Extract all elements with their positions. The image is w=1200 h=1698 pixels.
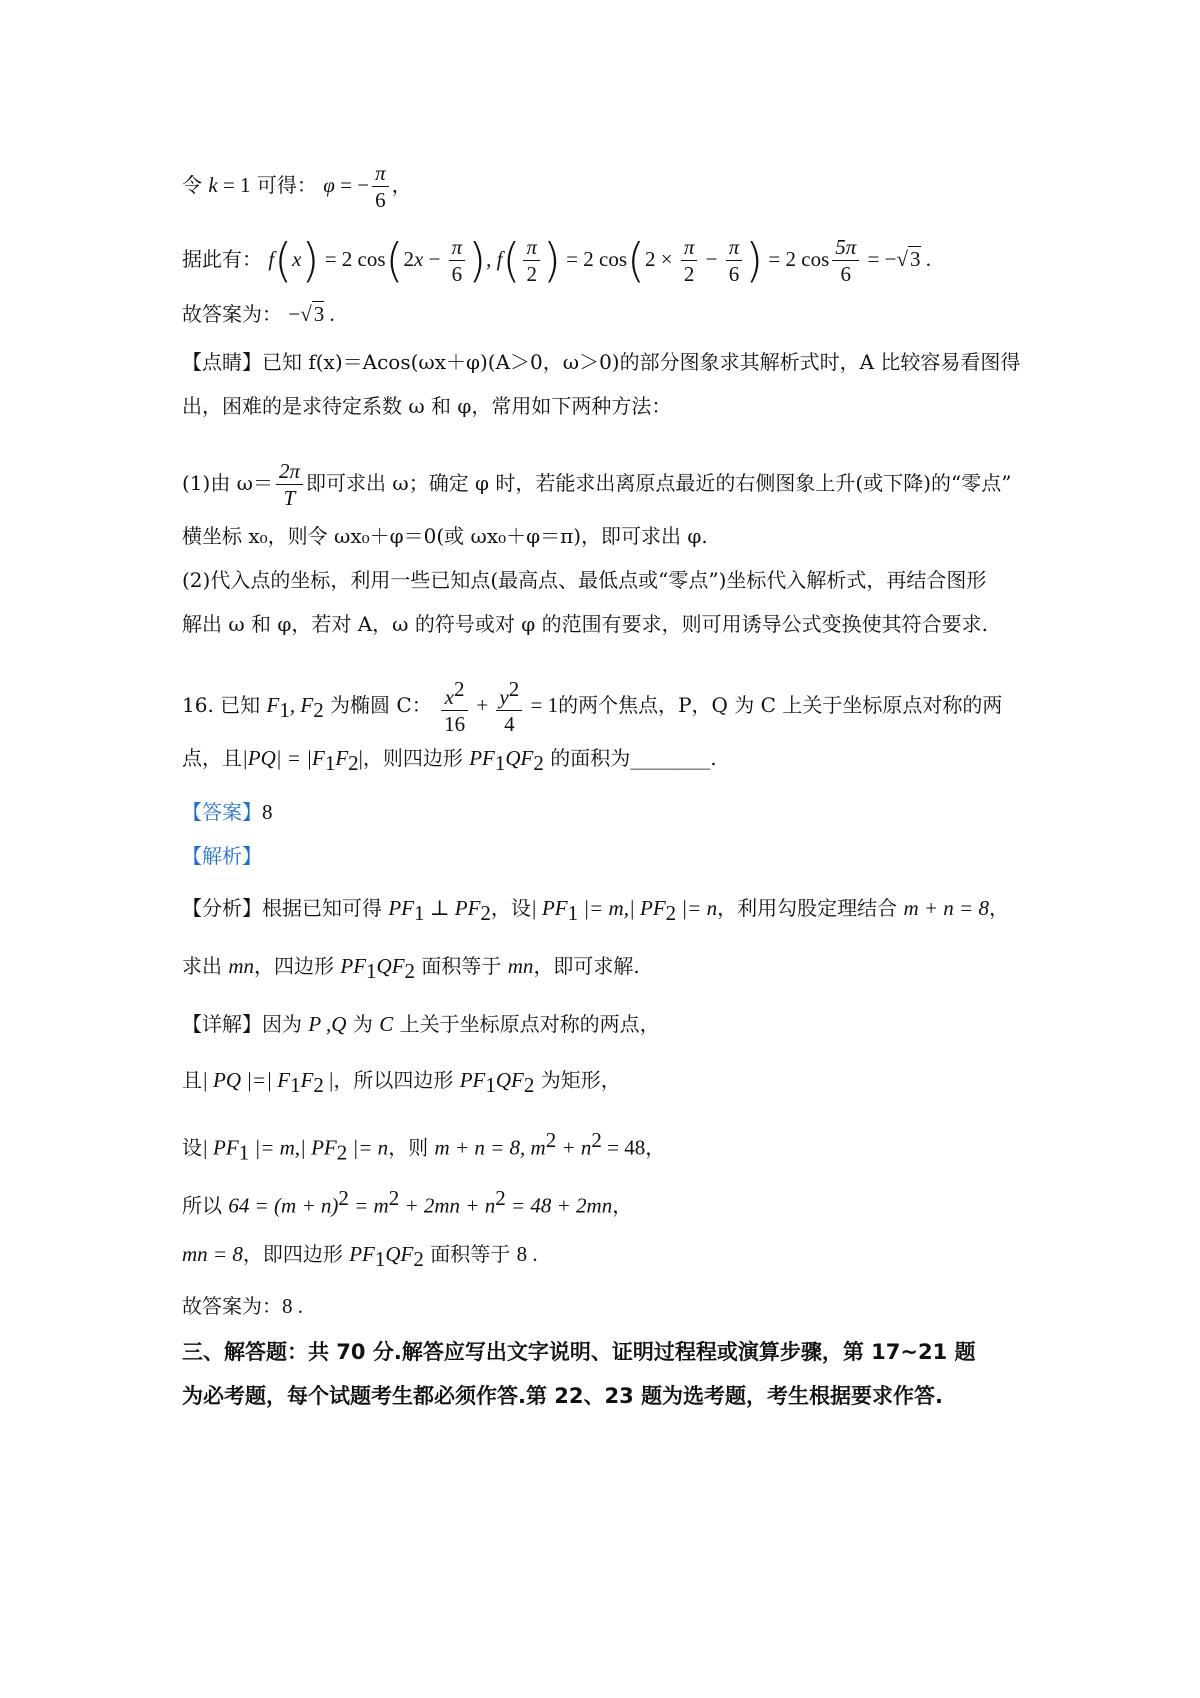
section-heading: 三、解答题：共 70 分.解答应写出文字说明、证明过程程或演算步骤，第 17~21 题 <box>182 1340 976 1364</box>
tip-line-3 <box>182 458 1011 511</box>
math: , F <box>289 693 314 717</box>
math: PF <box>454 896 481 920</box>
math-sub: 2 <box>348 751 359 775</box>
text: 16. 已知 <box>182 693 267 717</box>
exponent: 2 <box>388 1186 400 1210</box>
denominator: 4 <box>504 712 515 736</box>
punct: ， <box>391 173 412 197</box>
detail-line-5 <box>182 1240 538 1273</box>
tip-line-5 <box>182 566 986 594</box>
numerator: 2π <box>276 458 303 485</box>
math: QF <box>385 1242 414 1266</box>
math: m + n = 8 <box>903 896 989 920</box>
math: mn <box>228 954 255 978</box>
math-sub: 1 <box>485 1073 496 1097</box>
math-sub: 1 <box>238 1140 250 1165</box>
math-sub: 1 <box>290 1073 301 1097</box>
text: 据此有： <box>182 247 262 271</box>
tip-line-2 <box>182 392 671 420</box>
math: , <box>486 247 497 271</box>
math-sub: 1 <box>279 698 290 722</box>
numerator: π <box>449 234 466 261</box>
fraction <box>449 234 466 287</box>
text: 【点睛】已知 f(x)＝Acos(ωx＋φ)(A＞0，ω＞0)的部分图象求其解析式时，A 比较容易看图得 <box>182 350 1021 374</box>
text: 故答案为： <box>182 302 282 326</box>
fraction <box>726 234 743 287</box>
math-sub: 1 <box>494 751 506 775</box>
step-k-equals-1 <box>182 160 412 213</box>
numerator: y <box>499 685 509 709</box>
numerator: π <box>372 160 389 187</box>
text: 出，困难的是求待定系数 ω 和 φ，常用如下两种方法： <box>182 394 672 418</box>
math: PF <box>340 954 367 978</box>
math: 2 × <box>644 247 678 271</box>
math: = 48 + 2mn <box>505 1193 613 1218</box>
text: 的两个焦点，P，Q 为 C 上关于坐标原点对称的两 <box>558 693 1003 717</box>
answer-label: 【答案】 <box>182 800 262 824</box>
math-k: k <box>208 173 218 197</box>
math-sub: 1 <box>567 901 579 925</box>
punct: ， <box>612 1193 633 1218</box>
text: ，即四边形 <box>242 1242 350 1266</box>
math: F <box>300 1068 314 1092</box>
text: ，则 <box>388 1135 435 1160</box>
punct: . <box>920 247 932 271</box>
numerator: π <box>726 234 743 261</box>
text: 面积等于 <box>415 954 508 978</box>
math: + <box>471 693 494 717</box>
math: + n <box>556 1135 592 1160</box>
question-16-line-1 <box>182 676 1002 737</box>
math-sqrt: 3 <box>910 247 921 271</box>
section-heading-line-2 <box>182 1382 943 1410</box>
math: PF <box>469 746 495 770</box>
math: QF <box>495 1068 524 1092</box>
fraction-x2-over-16 <box>441 676 468 737</box>
math: |= n <box>347 1135 389 1160</box>
math-sub: 2 <box>313 698 324 722</box>
exponent: 2 <box>545 1128 557 1152</box>
math: |= m,| PF <box>249 1135 337 1160</box>
numerator: 5π <box>832 234 859 261</box>
answer-blank: ________ <box>630 746 711 770</box>
punct: ， <box>988 896 1009 920</box>
denominator: 16 <box>444 712 466 736</box>
text: 的面积为 <box>543 746 631 770</box>
text: 【详解】因为 <box>182 1012 309 1036</box>
math-sub: 2 <box>404 959 416 983</box>
math-cos: = 2 cos <box>319 247 386 271</box>
math-eq: = 1 <box>217 173 251 197</box>
math-sub: 2 <box>313 1073 324 1097</box>
answer-label-line <box>182 798 273 826</box>
math: − <box>700 247 723 271</box>
denominator: 6 <box>375 188 386 212</box>
numerator: x <box>444 685 454 709</box>
text: (2)代入点的坐标，利用一些已知点(最高点、最低点或“零点”)坐标代入解析式，再结合图形 <box>182 568 987 592</box>
exponent: 2 <box>508 677 520 701</box>
punct: . <box>292 1294 303 1318</box>
math-sub: 2 <box>480 901 491 925</box>
numerator: π <box>681 234 698 261</box>
text: 【分析】根据已知可得 <box>182 896 389 920</box>
math-cos: = 2 cos <box>763 247 830 271</box>
denominator: 2 <box>526 262 537 286</box>
math: mn = 8 <box>182 1242 243 1266</box>
math: |= n <box>676 896 718 920</box>
denominator: 6 <box>728 262 740 286</box>
text: 即可求出 ω；确定 φ 时，若能求出离原点最近的右侧图象上升(或下降)的“零点” <box>306 471 1012 495</box>
denominator: 2 <box>683 262 695 286</box>
math-sub: 1 <box>324 751 336 775</box>
question-16-line-2 <box>182 744 717 777</box>
exponent: 2 <box>591 1128 602 1152</box>
math-f: f <box>268 247 275 271</box>
math: − <box>423 247 446 271</box>
numerator: π <box>523 234 540 261</box>
math: = 48 <box>601 1135 646 1160</box>
text: 令 <box>182 173 202 197</box>
section-heading: 为必考题，每个试题考生都必须作答.第 22、23 题为选考题，考生根据要求作答. <box>182 1384 944 1408</box>
math: | <box>358 746 363 770</box>
math: |PQ| = |F <box>242 746 325 770</box>
math: 2 <box>403 247 414 271</box>
section-heading-line-1 <box>182 1338 976 1366</box>
text: ，所以四边形 <box>333 1068 460 1092</box>
fraction-2pi-over-T <box>276 458 303 511</box>
punct: . <box>324 302 335 326</box>
math-eq: = − <box>334 173 370 197</box>
detail-line-4 <box>182 1184 632 1220</box>
math-sub: 1 <box>374 1247 386 1271</box>
math: F <box>335 746 349 770</box>
text: ，即可求解. <box>533 954 640 978</box>
math-sub: 2 <box>533 751 544 775</box>
math-sub: 1 <box>414 901 425 925</box>
step-evaluate-f: 据此有： f(x) = 2 cos(2x − $\frac{\pi}{6}$ ), f( $\frac{\pi}{2}$ ) = 2 cos(2 × $\frac{\pi}{2}$ − $\frac{\pi}{6}$ ) = 2 cos $\frac{5\pi}{6}$ = −√3 . <box>182 233 932 288</box>
math: |= m,| PF <box>578 896 666 920</box>
math: F <box>266 693 280 717</box>
fraction-pi-over-6 <box>372 160 389 213</box>
text: 横坐标 x₀，则令 ωx₀＋φ＝0(或 ωx₀＋φ＝π)，即可求出 φ. <box>182 524 708 548</box>
math: = 1 <box>525 693 559 717</box>
analysis-line-2 <box>182 952 640 985</box>
text: (1)由 ω＝ <box>182 471 273 495</box>
text: 为矩形， <box>534 1068 621 1092</box>
math-x: x <box>413 247 424 271</box>
text: 解出 ω 和 φ，若对 A，ω 的符号或对 φ 的范围有要求，则可用诱导公式变换使其符合要求. <box>182 612 988 636</box>
answer-line-1: 故答案为： −√3 . <box>182 302 335 326</box>
math: m + n = 8, m <box>434 1135 546 1160</box>
math: | PQ |=| F <box>202 1068 291 1092</box>
fraction-y2-over-4 <box>496 676 522 737</box>
denominator: T <box>283 486 296 510</box>
denominator: 6 <box>451 262 463 286</box>
text: 可得： <box>256 173 317 197</box>
math: = − <box>862 247 897 271</box>
text: ，利用勾股定理结合 <box>717 896 904 920</box>
text: 上关于坐标原点对称的两点， <box>393 1012 660 1036</box>
math-sub: 2 <box>336 1140 348 1165</box>
tip-line-1 <box>182 348 1020 376</box>
fraction <box>681 234 698 287</box>
math: | PF <box>530 896 568 920</box>
math: PF <box>388 896 415 920</box>
tip-line-6 <box>182 610 988 638</box>
punct: . <box>527 1242 538 1266</box>
fraction <box>523 234 540 287</box>
math: = m <box>348 1193 389 1218</box>
math-sub: 1 <box>366 959 377 983</box>
math: C <box>379 1012 394 1036</box>
text: 所以 <box>182 1193 229 1218</box>
text: 点，且 <box>182 746 242 770</box>
math: QF <box>505 746 534 770</box>
math: PF <box>459 1068 486 1092</box>
answer-value: 8 <box>262 800 273 824</box>
math-sub: 2 <box>523 1073 535 1097</box>
text: 故答案为： <box>182 1294 282 1318</box>
analysis-line-1 <box>182 894 1009 927</box>
math: 8 <box>516 1242 528 1266</box>
exponent: 2 <box>453 677 465 701</box>
text: 设 <box>182 1135 202 1160</box>
math: 64 = (m + n) <box>228 1193 339 1218</box>
denominator: 6 <box>840 262 852 286</box>
math-sub: 2 <box>413 1247 424 1271</box>
detail-line-2 <box>182 1066 621 1099</box>
math: mn <box>507 954 534 978</box>
math: QF <box>376 954 405 978</box>
punct: ， <box>645 1135 666 1160</box>
exponent: 2 <box>338 1186 349 1210</box>
fraction <box>832 234 859 287</box>
math: − <box>288 302 301 326</box>
math: + 2mn + n <box>399 1193 496 1218</box>
text: 且 <box>182 1068 202 1092</box>
text: ，设 <box>490 896 531 920</box>
math: ⊥ <box>424 896 455 920</box>
math-cos: = 2 cos <box>560 247 628 271</box>
math: | <box>323 1068 334 1092</box>
math-phi: φ <box>323 173 335 197</box>
tip-line-4 <box>182 522 708 550</box>
text: ，四边形 <box>254 954 341 978</box>
math: PF <box>349 1242 375 1266</box>
math: | PF <box>202 1135 239 1160</box>
text: 求出 <box>182 954 229 978</box>
analysis-label-line <box>182 842 262 870</box>
exponent: 2 <box>495 1186 506 1210</box>
detail-line-3 <box>182 1126 665 1167</box>
punct: . <box>710 746 717 770</box>
analysis-label: 【解析】 <box>182 844 262 868</box>
math-sqrt: 3 <box>313 302 325 326</box>
math-sub: 2 <box>665 901 677 925</box>
detail-line-1 <box>182 1010 660 1038</box>
text: ，则四边形 <box>362 746 470 770</box>
math: P ,Q <box>308 1012 347 1036</box>
text: 面积等于 <box>423 1242 517 1266</box>
math: 8 <box>282 1294 293 1318</box>
text: 为椭圆 C： <box>323 693 432 717</box>
math-x: x <box>292 247 302 271</box>
math-f: f <box>496 247 503 271</box>
final-answer-line <box>182 1292 303 1320</box>
text: 为 <box>346 1012 380 1036</box>
